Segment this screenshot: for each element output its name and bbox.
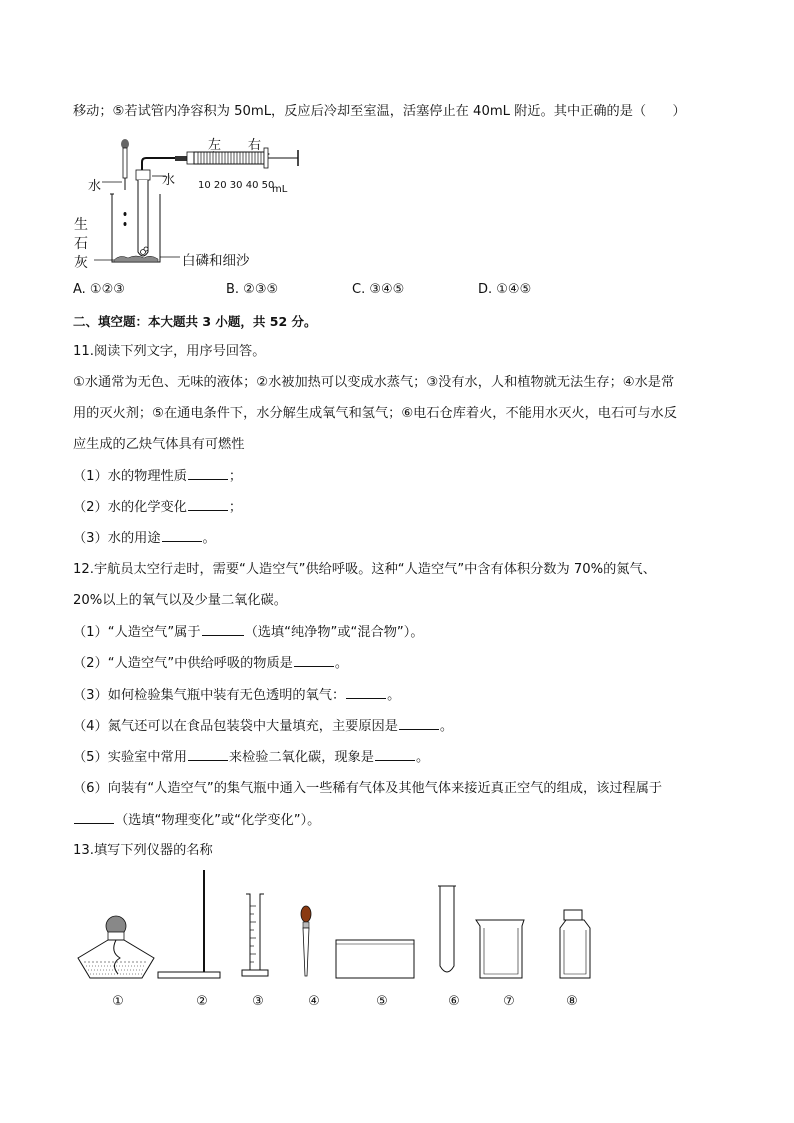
water-label: 水 xyxy=(88,179,102,194)
option-b[interactable]: B. ②③⑤ xyxy=(226,282,279,297)
answer-blank[interactable] xyxy=(188,467,228,480)
q11-title: 11.阅读下列文字，用序号回答。 xyxy=(73,344,266,359)
instruments-figure xyxy=(70,866,610,986)
syringe-unit: mL xyxy=(272,184,288,195)
arrow-right-label: 右 xyxy=(248,138,262,153)
question-text-line: 移动；⑤若试管内净容积为 50mL，反应后冷却至室温，活塞停止在 40mL 附近。其中正确的是（ ） xyxy=(73,104,686,119)
instrument-label-8: ⑧ xyxy=(566,994,578,1009)
q11-sub-2: （2）水的化学变化 ； xyxy=(73,500,243,515)
instrument-label-3: ③ xyxy=(252,994,264,1009)
instrument-label-2: ② xyxy=(196,994,208,1009)
answer-blank[interactable] xyxy=(162,529,202,542)
q12-sub-3: （3）如何检验集气瓶中装有无色透明的氧气： 。 xyxy=(73,688,401,703)
answer-blank[interactable] xyxy=(74,811,114,824)
option-c[interactable]: C. ③④⑤ xyxy=(352,282,405,297)
water-trough-icon xyxy=(336,940,414,978)
syringe-scale: 10 20 30 40 50 xyxy=(198,180,275,191)
instrument-label-4: ④ xyxy=(308,994,320,1009)
q12-sub-6b: （选填“物理变化”或“化学变化”）。 xyxy=(73,811,320,830)
q12-sub-2: （2）“人造空气”中供给呼吸的物质是 。 xyxy=(73,656,349,671)
answer-blank[interactable] xyxy=(375,748,415,761)
iron-stand-icon xyxy=(158,870,220,978)
instrument-label-6: ⑥ xyxy=(448,994,460,1009)
dropper-icon xyxy=(301,906,311,976)
phosphorus-label: 白磷和细沙 xyxy=(182,253,250,269)
q12-sub-1: （1）“人造空气”属于 （选填“纯净物”或“混合物”）。 xyxy=(73,625,424,640)
q12-sub-6: （6）向装有“人造空气”的集气瓶中通入一些稀有气体及其他气体来接近真正空气的组成，该过程属于 xyxy=(73,781,663,796)
q11-text-1: ①水通常为无色、无味的液体；②水被加热可以变成水蒸气；③没有水，人和植物就无法生存；④水是常 xyxy=(73,375,675,390)
answer-blank[interactable] xyxy=(202,623,244,636)
alcohol-lamp-icon xyxy=(78,916,154,978)
quicklime-label-3: 灰 xyxy=(74,255,88,271)
q11-text-2: 用的灭火剂；⑤在通电条件下，水分解生成氧气和氢气；⑥电石仓库着火，不能用水灭火，电石可与水反 xyxy=(73,406,677,421)
q11-sub-3: （3）水的用途 。 xyxy=(73,531,216,546)
arrow-left-label: 左 xyxy=(208,138,222,153)
instrument-label-7: ⑦ xyxy=(503,994,515,1009)
option-d[interactable]: D. ①④⑤ xyxy=(478,282,532,297)
quicklime-label-1: 生 xyxy=(74,217,88,233)
section-heading: 二、填空题：本大题共 3 小题，共 52 分。 xyxy=(73,314,317,329)
test-tube-icon xyxy=(438,886,456,972)
q11-sub-1: （1）水的物理性质 ； xyxy=(73,469,243,484)
q11-text-3: 应生成的乙炔气体具有可燃性 xyxy=(73,437,245,452)
answer-blank[interactable] xyxy=(399,717,439,730)
instrument-label-5: ⑤ xyxy=(376,994,388,1009)
answer-blank[interactable] xyxy=(188,498,228,511)
reagent-bottle-icon xyxy=(560,910,590,978)
instrument-label-1: ① xyxy=(112,994,124,1009)
answer-blank[interactable] xyxy=(294,654,334,667)
q13-title: 13.填写下列仪器的名称 xyxy=(73,843,213,858)
graduated-cylinder-icon xyxy=(242,894,268,976)
beaker-icon xyxy=(476,920,524,978)
answer-blank[interactable] xyxy=(346,686,386,699)
q12-sub-4: （4）氮气还可以在食品包装袋中大量填充，主要原因是 。 xyxy=(73,719,454,734)
option-a[interactable]: A. ①②③ xyxy=(73,282,125,297)
quicklime-label-2: 石 xyxy=(74,236,88,252)
q12-title-1: 12.宇航员太空行走时，需要“人造空气”供给呼吸。这种“人造空气”中含有体积分数为 70%的氮气、 xyxy=(73,562,656,577)
water-label-2: 水 xyxy=(162,173,176,188)
answer-blank[interactable] xyxy=(188,748,228,761)
q12-sub-5: （5）实验室中常用 来检验二氧化碳，现象是 。 xyxy=(73,750,430,765)
q12-title-2: 20%以上的氧气以及少量二氧化碳。 xyxy=(73,593,287,608)
